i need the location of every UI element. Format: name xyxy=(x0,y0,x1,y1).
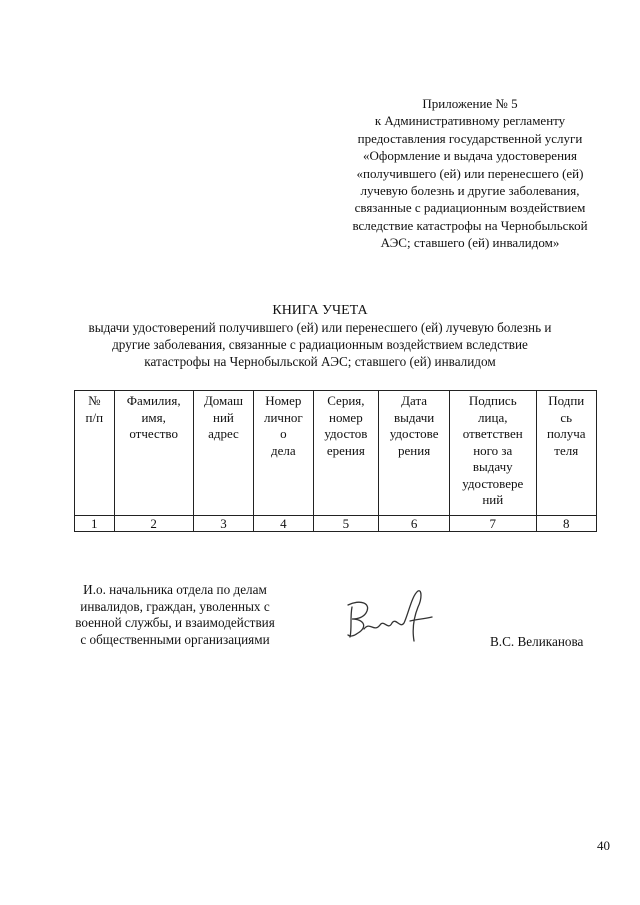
header-responsible-signature: Подпись лица, ответствен ного за выдачу удостовере ний xyxy=(450,391,536,516)
column-number: 2 xyxy=(114,516,193,532)
signatory-title-line: И.о. начальника отдела по делам xyxy=(83,582,267,597)
appendix-header xyxy=(320,95,620,252)
table-header-row xyxy=(75,391,597,516)
header-issue-date: Дата выдачи удостове рения xyxy=(379,391,450,516)
column-number: 1 xyxy=(75,516,115,532)
appendix-line: предоставления государственной услуги xyxy=(357,130,583,146)
appendix-line: Приложение № 5 xyxy=(422,96,518,111)
header-recipient-signature: Подпи сь получа теля xyxy=(536,391,597,516)
subtitle-line: катастрофы на Чернобыльской АЭС; ставшего (ей) инвалидом xyxy=(144,354,496,369)
appendix-line: лучевую болезнь и другие заболевания, xyxy=(360,183,580,199)
signatory-title-line: военной службы, и взаимодействия xyxy=(75,615,275,631)
column-number: 7 xyxy=(450,516,536,532)
signatory-title xyxy=(40,582,310,648)
header-personal-file-number: Номер личног о дела xyxy=(254,391,313,516)
subtitle-line: выдачи удостоверений получившего (ей) или перенесшего (ей) лучевую болезнь и xyxy=(88,320,552,335)
column-number: 6 xyxy=(379,516,450,532)
column-number: 4 xyxy=(254,516,313,532)
book-title: КНИГА УЧЕТА xyxy=(272,303,368,318)
column-number: 3 xyxy=(193,516,253,532)
appendix-line: АЭС; ставшего (ей) инвалидом» xyxy=(380,235,560,251)
subtitle-line: другие заболевания, связанные с радиационным воздействием вследствие xyxy=(112,337,528,352)
page-number: 40 xyxy=(597,838,610,853)
appendix-line: к Административному регламенту xyxy=(374,113,566,129)
header-certificate-series: Серия, номер удостов ерения xyxy=(313,391,379,516)
column-number: 8 xyxy=(536,516,597,532)
signatory-title-line: инвалидов, граждан, уволенных с xyxy=(80,598,270,614)
signatory-name: В.С. Великанова xyxy=(490,634,584,649)
register-table xyxy=(74,390,597,532)
appendix-line: вследствие катастрофы на Чернобыльской xyxy=(352,217,588,233)
appendix-line: «Оформление и выдача удостоверения xyxy=(363,148,577,164)
signatory-title-line: с общественными организациями xyxy=(80,631,270,647)
header-number: № п/п xyxy=(75,391,115,516)
appendix-line: связанные с радиационным воздействием xyxy=(354,200,586,216)
column-number: 5 xyxy=(313,516,379,532)
header-home-address: Домаш ний адрес xyxy=(193,391,253,516)
appendix-line: «получившего (ей) или перенесшего (ей) xyxy=(356,165,584,181)
handwritten-signature xyxy=(338,585,438,647)
book-subtitle xyxy=(40,319,600,370)
table-number-row xyxy=(75,516,597,532)
header-full-name: Фамилия, имя, отчество xyxy=(114,391,193,516)
